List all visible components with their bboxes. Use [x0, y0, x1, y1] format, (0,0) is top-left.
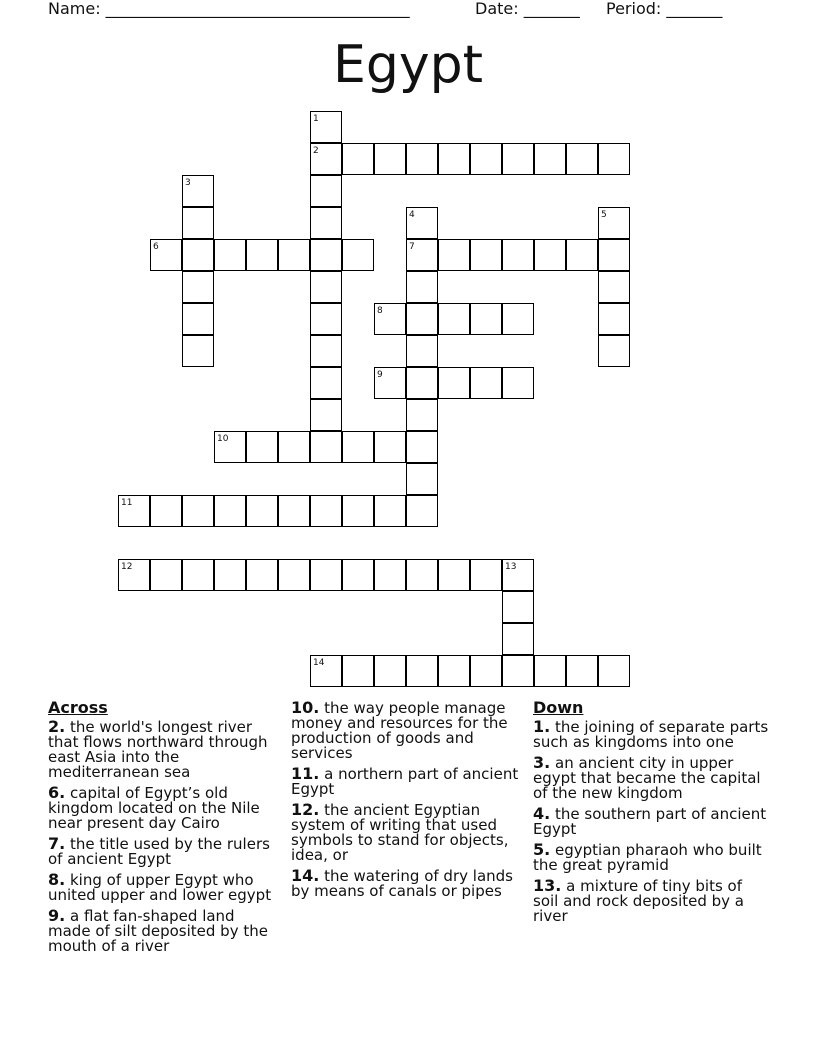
clue-down-3: 3. an ancient city in upper egypt that became the capital of the new kingdom [533, 753, 761, 802]
crossword-cell[interactable] [438, 239, 470, 271]
crossword-cell[interactable] [598, 239, 630, 271]
crossword-cell[interactable] [470, 655, 502, 687]
clue-number: 7 [409, 242, 415, 252]
clue-across-14: 14. the watering of dry lands by means of canals or pipes [291, 866, 513, 900]
name-field[interactable]: Name: ______________________________________ [48, 0, 410, 18]
crossword-cell[interactable] [342, 431, 374, 463]
clue-number: 8 [377, 306, 383, 316]
crossword-cell[interactable] [214, 559, 246, 591]
clue-across-11: 11. a northern part of ancient Egypt [291, 764, 519, 798]
crossword-cell[interactable] [246, 559, 278, 591]
clue-number: 13 [505, 562, 517, 572]
crossword-cell[interactable] [406, 207, 438, 239]
crossword-cell[interactable] [182, 495, 214, 527]
crossword-cell[interactable] [182, 175, 214, 207]
crossword-cell[interactable] [438, 367, 470, 399]
crossword-cell[interactable] [534, 239, 566, 271]
crossword-cell[interactable] [502, 623, 534, 655]
crossword-cell[interactable] [214, 495, 246, 527]
crossword-cell[interactable] [278, 431, 310, 463]
crossword-cell[interactable] [534, 655, 566, 687]
crossword-cell[interactable] [246, 431, 278, 463]
crossword-cell[interactable] [182, 207, 214, 239]
clue-down-13: 13. a mixture of tiny bits of soil and rock deposited by a river [533, 876, 744, 925]
crossword-cell[interactable] [502, 303, 534, 335]
crossword-cell[interactable] [534, 143, 566, 175]
across-column-1 [48, 700, 280, 959]
crossword-cell[interactable] [470, 367, 502, 399]
down-column [533, 700, 769, 929]
crossword-cell[interactable] [598, 143, 630, 175]
crossword-cell[interactable] [310, 207, 342, 239]
crossword-cell[interactable] [342, 559, 374, 591]
crossword-cell[interactable] [150, 559, 182, 591]
crossword-cell[interactable] [278, 559, 310, 591]
crossword-cell[interactable] [278, 239, 310, 271]
clue-across-2: 2. the world's longest river that flows northward through east Asia into the mediterranean sea [48, 717, 268, 781]
crossword-cell[interactable] [438, 143, 470, 175]
crossword-cell[interactable] [310, 431, 342, 463]
crossword-cell[interactable] [598, 207, 630, 239]
crossword-cell[interactable] [438, 303, 470, 335]
crossword-cell[interactable] [502, 591, 534, 623]
crossword-cell[interactable] [214, 239, 246, 271]
crossword-cell[interactable] [598, 271, 630, 303]
clue-down-5: 5. egyptian pharaoh who built the great pyramid [533, 840, 762, 874]
crossword-cell[interactable] [182, 559, 214, 591]
crossword-cell[interactable] [310, 495, 342, 527]
crossword-cell[interactable] [406, 239, 438, 271]
crossword-cell[interactable] [406, 655, 438, 687]
crossword-cell[interactable] [310, 271, 342, 303]
crossword-cell[interactable] [406, 143, 438, 175]
crossword-cell[interactable] [150, 495, 182, 527]
crossword-cell[interactable] [374, 655, 406, 687]
clue-down-1: 1. the joining of separate parts such as kingdoms into one [533, 717, 769, 751]
crossword-cell[interactable] [470, 559, 502, 591]
crossword-cell[interactable] [406, 559, 438, 591]
crossword-cell[interactable] [470, 303, 502, 335]
clue-number: 1 [313, 114, 319, 124]
crossword-cell[interactable] [374, 143, 406, 175]
crossword-cell[interactable] [246, 239, 278, 271]
clue-across-9: 9. a flat fan-shaped land made of silt deposited by the mouth of a river [48, 906, 268, 955]
across-column-2 [291, 700, 523, 904]
crossword-cell[interactable] [150, 239, 182, 271]
crossword-cell[interactable] [598, 655, 630, 687]
crossword-cell[interactable] [310, 143, 342, 175]
crossword-cell[interactable] [118, 495, 150, 527]
crossword-cell[interactable] [310, 399, 342, 431]
crossword-cell[interactable] [502, 559, 534, 591]
crossword-cell[interactable] [310, 655, 342, 687]
crossword-cell[interactable] [310, 367, 342, 399]
crossword-cell[interactable] [214, 431, 246, 463]
page-title: Egypt [332, 35, 484, 95]
date-field[interactable]: Date: _______ [475, 0, 580, 18]
crossword-cell[interactable] [310, 303, 342, 335]
crossword-cell[interactable] [502, 143, 534, 175]
crossword-cell[interactable] [182, 239, 214, 271]
clue-number: 12 [121, 562, 133, 572]
clue-number: 2 [313, 146, 319, 156]
crossword-cell[interactable] [566, 655, 598, 687]
crossword-cell[interactable] [374, 559, 406, 591]
clue-across-10: 10. the way people manage money and resources for the production of goods and services [291, 698, 508, 762]
crossword-cell[interactable] [406, 303, 438, 335]
crossword-cell[interactable] [278, 495, 310, 527]
crossword-cell[interactable] [406, 399, 438, 431]
crossword-cell[interactable] [342, 239, 374, 271]
crossword-cell[interactable] [182, 271, 214, 303]
clue-number: 9 [377, 370, 383, 380]
crossword-cell[interactable] [374, 367, 406, 399]
crossword-cell[interactable] [374, 431, 406, 463]
crossword-cell[interactable] [406, 431, 438, 463]
crossword-cell[interactable] [438, 655, 470, 687]
crossword-cell[interactable] [406, 495, 438, 527]
crossword-cell[interactable] [406, 271, 438, 303]
crossword-cell[interactable] [502, 367, 534, 399]
crossword-cell[interactable] [374, 303, 406, 335]
crossword-cell[interactable] [310, 175, 342, 207]
clue-number: 5 [601, 210, 607, 220]
across-heading: Across [48, 698, 108, 717]
crossword-cell[interactable] [118, 559, 150, 591]
crossword-cell[interactable] [342, 495, 374, 527]
crossword-cell[interactable] [310, 239, 342, 271]
clue-number: 6 [153, 242, 159, 252]
clue-number: 11 [121, 498, 133, 508]
crossword-cell[interactable] [438, 559, 470, 591]
crossword-cell[interactable] [374, 495, 406, 527]
clue-number: 4 [409, 210, 415, 220]
clue-across-6: 6. capital of Egypt’s old kingdom located on the Nile near present day Cairo [48, 783, 260, 832]
crossword-cell[interactable] [470, 239, 502, 271]
crossword-cell[interactable] [470, 143, 502, 175]
crossword-cell[interactable] [342, 655, 374, 687]
crossword-cell[interactable] [310, 335, 342, 367]
crossword-cell[interactable] [502, 239, 534, 271]
clue-number: 10 [217, 434, 229, 444]
clue-number: 3 [185, 178, 191, 188]
crossword-cell[interactable] [406, 335, 438, 367]
down-heading: Down [533, 698, 584, 717]
clue-across-7: 7. the title used by the rulers of ancient Egypt [48, 834, 270, 868]
crossword-cell[interactable] [310, 111, 342, 143]
crossword-cell[interactable] [310, 559, 342, 591]
clue-down-4: 4. the southern part of ancient Egypt [533, 804, 767, 838]
clue-number: 14 [313, 658, 325, 668]
crossword-cell[interactable] [182, 335, 214, 367]
crossword-cell[interactable] [342, 143, 374, 175]
crossword-cell[interactable] [502, 655, 534, 687]
crossword-cell[interactable] [406, 463, 438, 495]
clue-across-12: 12. the ancient Egyptian system of writing that used symbols to stand for objects, idea, or [291, 800, 509, 864]
clue-across-8: 8. king of upper Egypt who united upper and lower egypt [48, 870, 272, 904]
crossword-cell[interactable] [566, 143, 598, 175]
crossword-cell[interactable] [598, 303, 630, 335]
crossword-cell[interactable] [182, 303, 214, 335]
crossword-cell[interactable] [246, 495, 278, 527]
crossword-cell[interactable] [598, 335, 630, 367]
crossword-cell[interactable] [566, 239, 598, 271]
period-field[interactable]: Period: _______ [606, 0, 723, 18]
crossword-cell[interactable] [406, 367, 438, 399]
